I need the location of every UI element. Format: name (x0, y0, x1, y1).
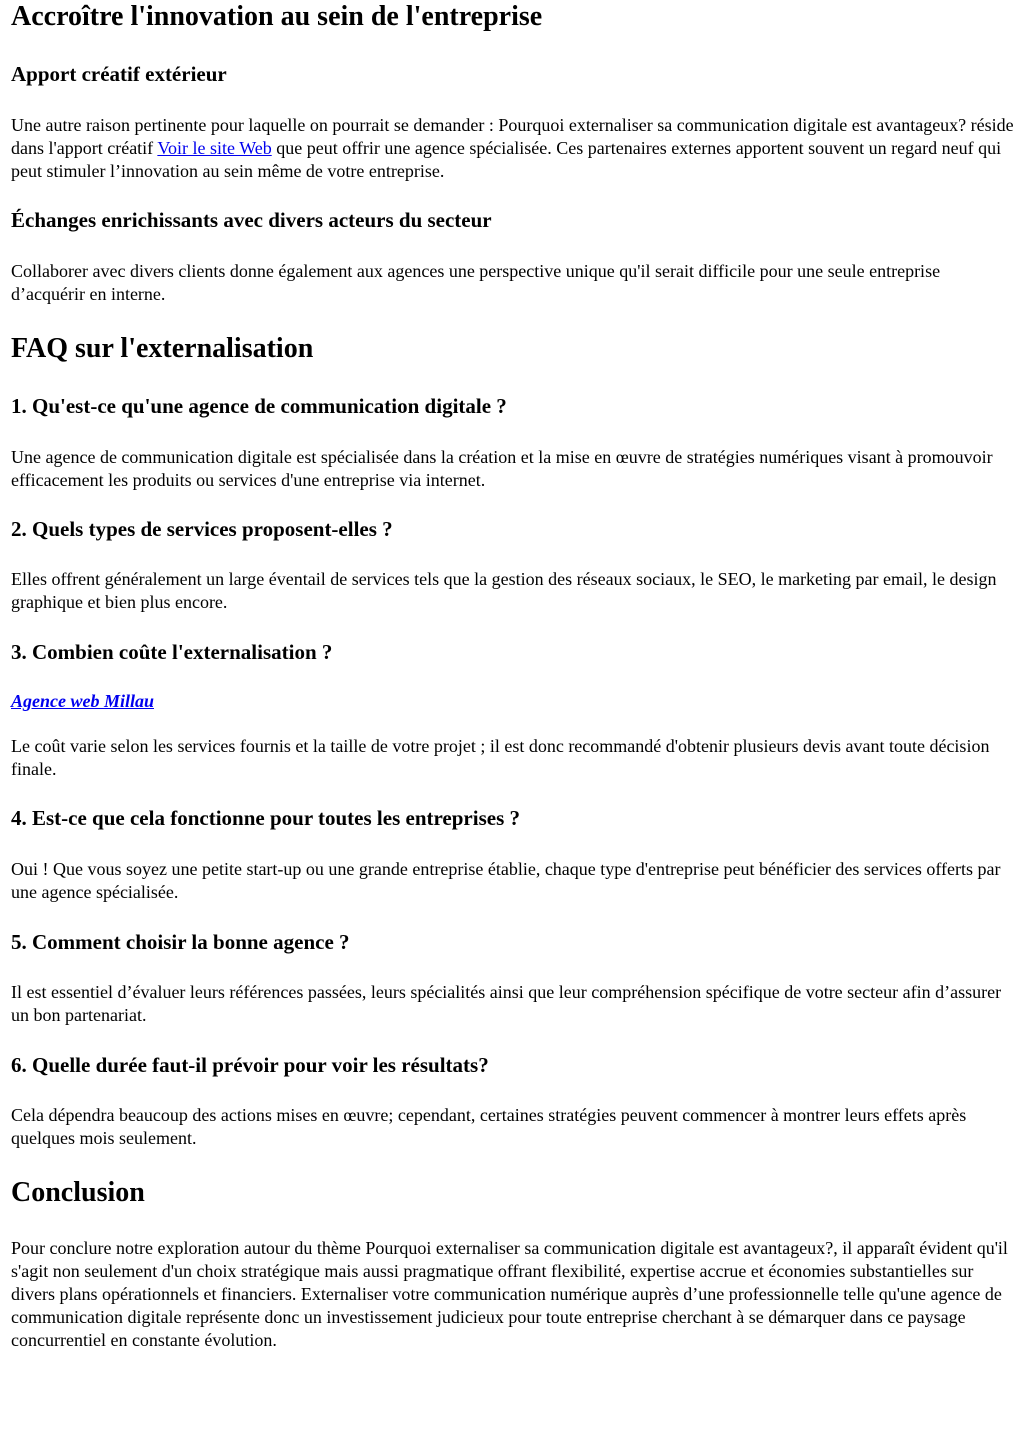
section-title-innovation: Accroître l'innovation au sein de l'entreprise (11, 1, 543, 32)
voir-le-site-web-link[interactable]: Voir le site Web (157, 138, 272, 158)
faq-question-3: 3. Combien coûte l'externalisation ? (11, 640, 333, 664)
paragraph-echanges: Collaborer avec divers clients donne également aux agences une perspective unique qu'il serait difficile pour une seule entreprise d’acquérir en interne. (11, 261, 941, 304)
faq-answer-5: Il est essentiel d’évaluer leurs références passées, leurs spécialités ainsi que leur compréhension spécifique de votre secteur afin d’assurer un bon partenariat. (11, 982, 1002, 1025)
faq-question-6: 6. Quelle durée faut-il prévoir pour voir les résultats? (11, 1053, 489, 1077)
faq-answer-4: Oui ! Que vous soyez une petite start-up ou une grande entreprise établie, chaque type d'entreprise peut bénéficier des services offerts par une agence spécialisée. (11, 859, 1001, 902)
faq-question-2: 2. Quels types de services proposent-elles ? (11, 517, 393, 541)
faq-link-paragraph (11, 690, 1014, 713)
subsection-title-apport-creatif: Apport créatif extérieur (11, 62, 227, 86)
faq-question-5: 5. Comment choisir la bonne agence ? (11, 930, 350, 954)
faq-answer-1: Une agence de communication digitale est spécialisée dans la création et la mise en œuvre de stratégies numériques visant à promouvoir efficacement les produits ou services d'une entreprise via internet. (11, 447, 993, 490)
faq-answer-2: Elles offrent généralement un large éventail de services tels que la gestion des réseaux sociaux, le SEO, le marketing par email, le design graphique et bien plus encore. (11, 569, 997, 612)
paragraph-text-before-link: Une autre raison pertinente pour laquelle on pourrait se demander : Pourquoi externaliser sa communication digitale est avantageux? réside dans l'apport créatif (11, 115, 1014, 158)
faq-question-4: 4. Est-ce que cela fonctionne pour toutes les entreprises ? (11, 806, 521, 830)
faq-answer-3: Le coût varie selon les services fournis et la taille de votre projet ; il est donc recommandé d'obtenir plusieurs devis avant toute décision finale. (11, 736, 990, 779)
agence-web-millau-link[interactable]: Agence web Millau (11, 691, 154, 711)
paragraph-apport-creatif (11, 114, 1014, 183)
section-title-faq: FAQ sur l'externalisation (11, 333, 314, 364)
subsection-title-echanges: Échanges enrichissants avec divers acteurs du secteur (11, 208, 492, 232)
faq-answer-6: Cela dépendra beaucoup des actions mises en œuvre; cependant, certaines stratégies peuvent commencer à montrer leurs effets après quelques mois seulement. (11, 1105, 967, 1148)
paragraph-conclusion: Pour conclure notre exploration autour du thème Pourquoi externaliser sa communication digitale est avantageux?, il apparaît évident qu'il s'agit non seulement d'un choix stratégique mais aussi pragmatique offrant flexibilité, expertise accrue et économies substantielles sur divers plans opérationnels et financiers. Externaliser votre communication numérique auprès d’une professionnelle telle qu'une agence de communication digitale représente donc un investissement judicieux pour toute entreprise cherchant à se démarquer dans ce paysage concurrentiel en constante évolution. (11, 1238, 1008, 1350)
faq-question-1: 1. Qu'est-ce qu'une agence de communication digitale ? (11, 394, 507, 418)
paragraph-text-after-link: que peut offrir une agence spécialisée. Ces partenaires externes apportent souvent un regard neuf qui peut stimuler l’innovation au sein même de votre entreprise. (11, 138, 1002, 181)
section-title-conclusion: Conclusion (11, 1177, 145, 1208)
